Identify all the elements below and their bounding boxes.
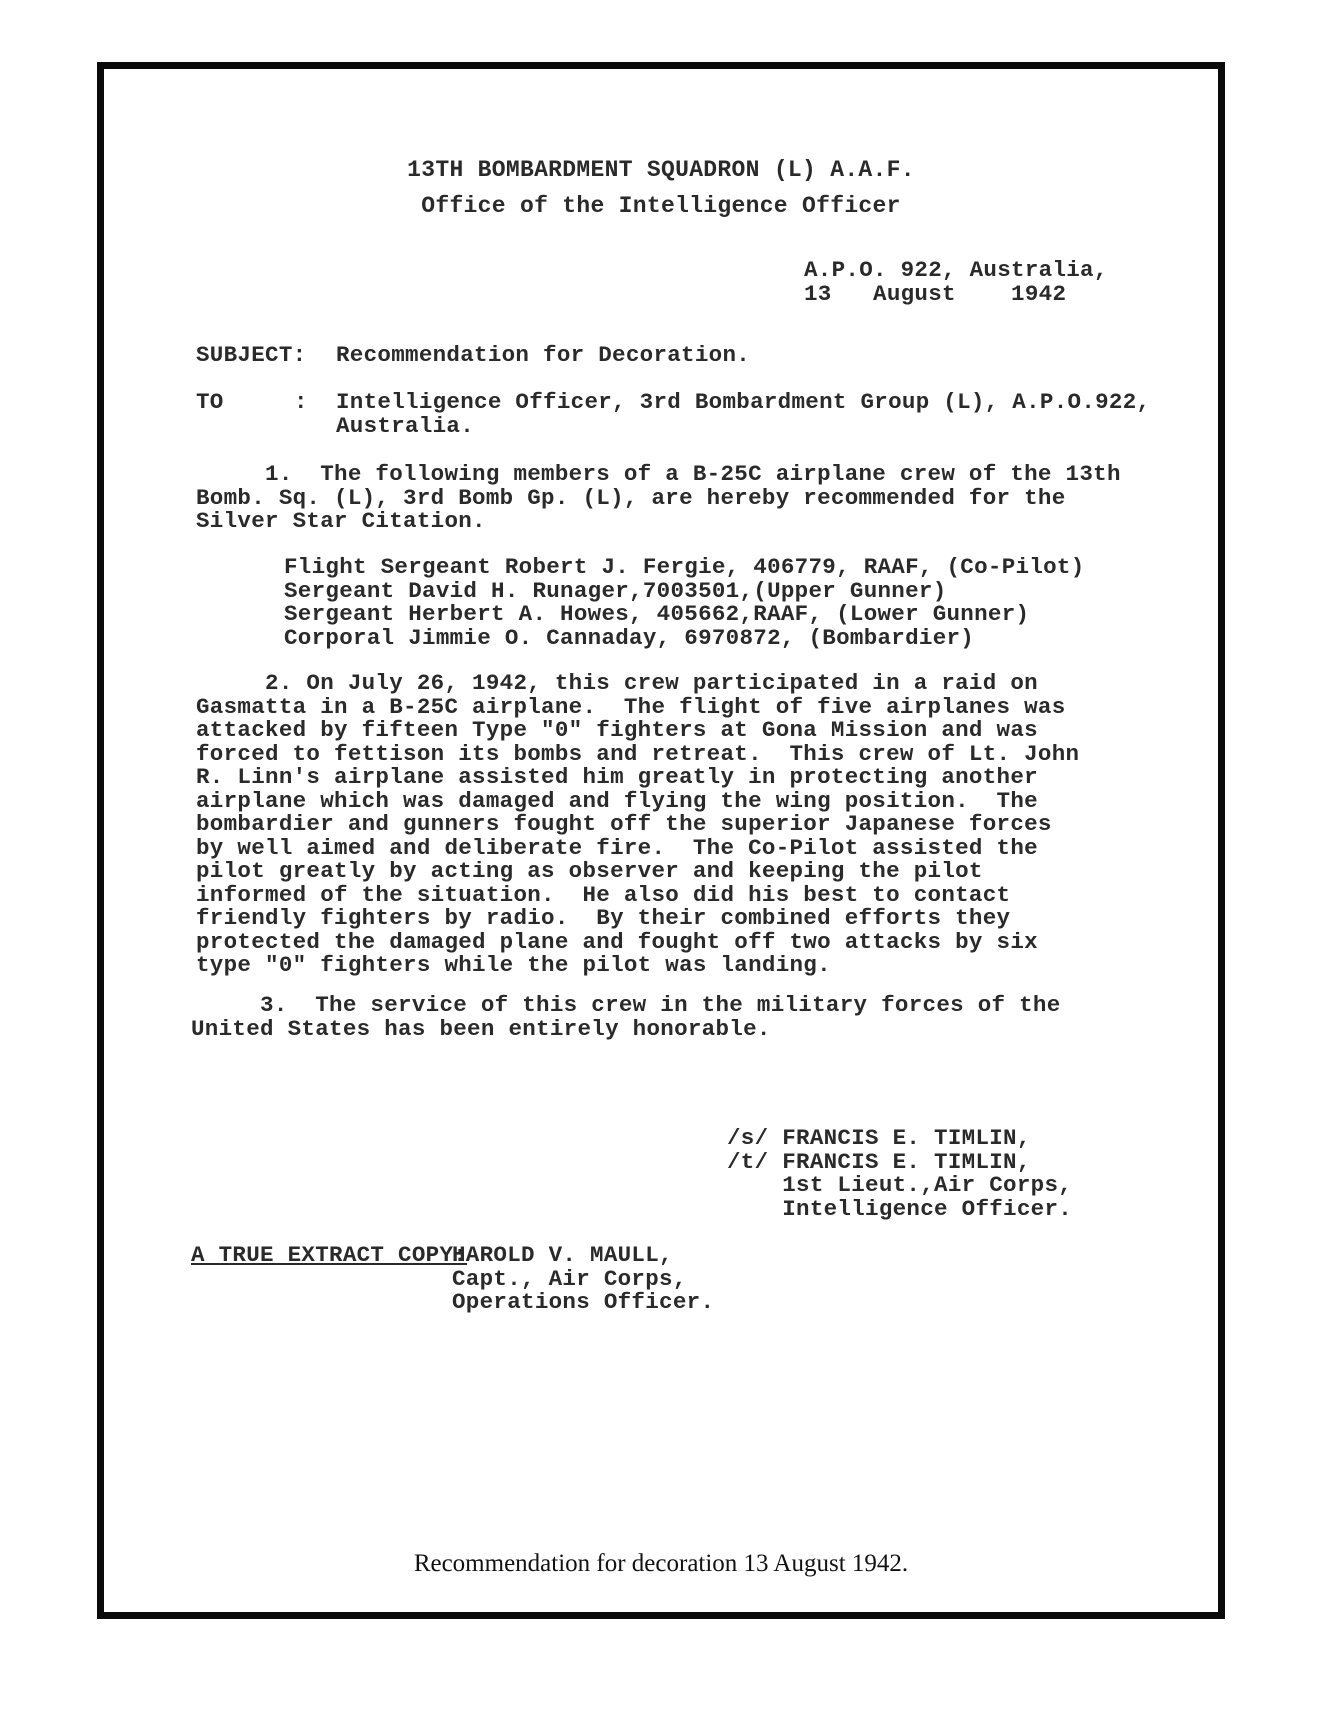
signature-block (727, 1127, 1072, 1221)
subject-text: Recommendation for Decoration. (336, 342, 751, 368)
crew-member: Sergeant David H. Runager,7003501,(Upper Gunner) (284, 577, 947, 604)
crew-member: Sergeant Herbert A. Howes, 405662,RAAF, (Lower Gunner) (284, 601, 1030, 627)
typed-document (104, 69, 1218, 1612)
crew-list (284, 556, 1085, 650)
signature-line: /t/ FRANCIS E. TIMLIN, (727, 1148, 1031, 1175)
paragraph-3: 3. The service of this crew in the military forces of the United States has been entirely honorable. (191, 992, 1061, 1042)
to-label: TO (196, 389, 224, 415)
signature-line: Intelligence Officer. (727, 1195, 1073, 1222)
caption: Recommendation for decoration 13 August 1942. (413, 1550, 909, 1577)
document-frame (97, 62, 1225, 1619)
crew-member: Corporal Jimmie O. Cannaday, 6970872, (Bombardier) (284, 624, 975, 651)
dateline-date: 13 August 1942 (804, 280, 1067, 307)
true-copy-name: HAROLD V. MAULL, (452, 1242, 673, 1268)
signature-line: /s/ FRANCIS E. TIMLIN, (727, 1125, 1031, 1151)
crew-member: Flight Sergeant Robert J. Fergie, 406779, RAAF, (Co-Pilot) (284, 554, 1085, 580)
to-text: Intelligence Officer, 3rd Bombardment Group (L), A.P.O.922, Australia. (336, 389, 1151, 439)
paragraph-1: 1. The following members of a B-25C airplane crew of the 13th Bomb. Sq. (L), 3rd Bomb Gp. (L), are hereby recommended for the Silver Star Citation. (196, 461, 1121, 534)
to-colon: : (294, 389, 308, 415)
letterhead-office: Office of the Intelligence Officer (421, 193, 901, 219)
letterhead-squadron: 13TH BOMBARDMENT SQUADRON (L) A.A.F. (407, 157, 915, 183)
paragraph-2: 2. On July 26, 1942, this crew participated in a raid on Gasmatta in a B-25C airplane. The flight of five airplanes was attacked by fifteen Type "0" fighters at Gona Mission and was forced to fettison its bombs and retreat. This crew of Lt. John R. Linn's airplane assisted him greatly in protecting another airplane which was damaged and flying the wing position. The bombardier and gunners fought off the superior Japanese forces by well aimed and deliberate fire. The Co-Pilot assisted the pilot greatly by acting as observer and keeping the pilot informed of the situation. He also did his best to contact friendly fighters by radio. By their combined efforts they protected the damaged plane and fought off two attacks by six type "0" fighters while the pilot was landing. (196, 670, 1080, 978)
dateline (804, 259, 1108, 306)
true-copy-title: Operations Officer. (452, 1289, 715, 1315)
subject-label: SUBJECT: (196, 342, 307, 368)
true-copy-label: A TRUE EXTRACT COPY: (191, 1242, 468, 1268)
signature-line: 1st Lieut.,Air Corps, (727, 1172, 1073, 1198)
dateline-place: A.P.O. 922, Australia, (804, 257, 1108, 283)
true-copy-rank: Capt., Air Corps, (452, 1265, 687, 1292)
true-copy-signatory (452, 1244, 714, 1315)
